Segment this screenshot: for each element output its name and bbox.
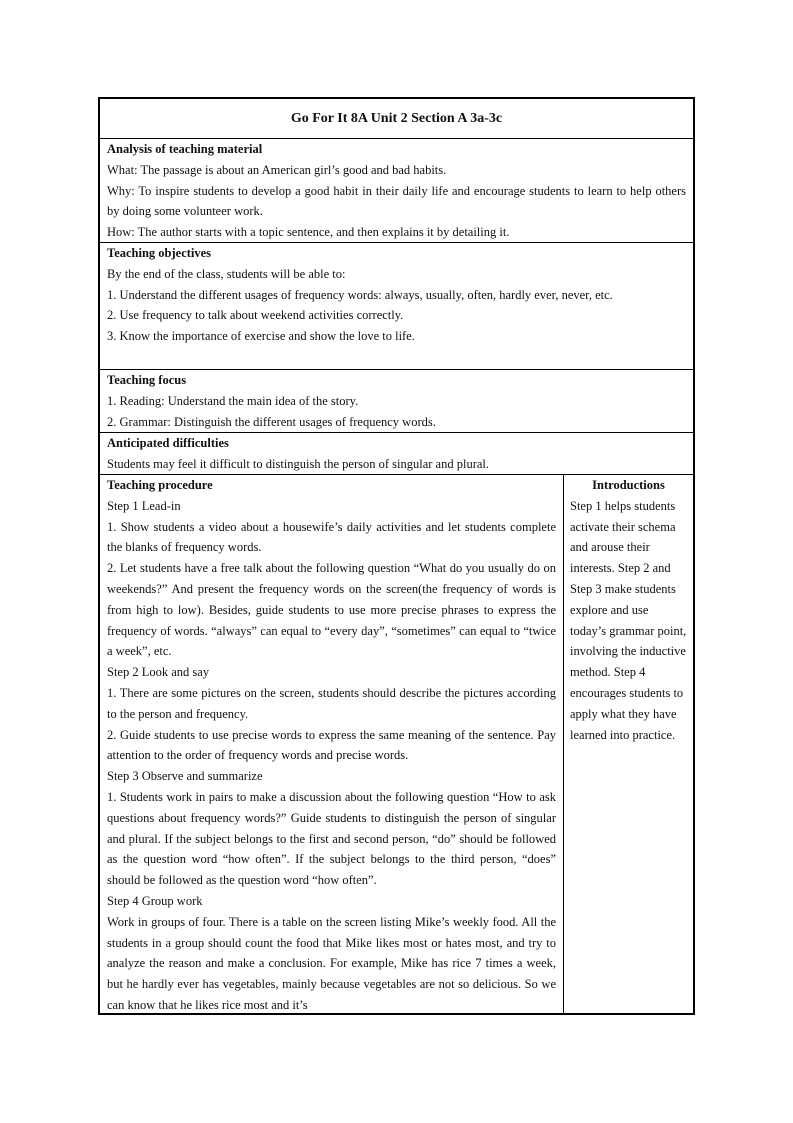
procedure-step-title: Step 2 Look and say	[107, 665, 210, 680]
analysis-section	[100, 138, 693, 242]
objectives-section	[100, 242, 693, 369]
difficulties-section	[100, 432, 693, 474]
difficulties-heading: Anticipated difficulties	[107, 436, 229, 450]
focus-item: 1. Reading: Understand the main idea of the story.	[107, 393, 359, 408]
procedure-heading: Teaching procedure	[107, 478, 213, 492]
procedure-text: 1. Show students a video about a housewife’s daily activities and let students complete the blanks of frequency words.	[107, 519, 556, 555]
objective-item: 1. Understand the different usages of frequency words: always, usually, often, hardly ever, never, etc.	[107, 287, 613, 302]
objective-item: 3. Know the importance of exercise and show the love to life.	[107, 329, 415, 344]
focus-heading: Teaching focus	[107, 373, 187, 387]
procedure-text: 1. Students work in pairs to make a discussion about the following question “How to ask questions about frequency words?” Guide students to distinguish the person of singular and plural. If the subject belongs to the first and second person, “do” should be followed as the question word “how often”. If the subject belongs to the third person, “does” should be followed as the question word “how often”.	[107, 789, 556, 888]
objectives-heading: Teaching objectives	[107, 246, 212, 260]
procedure-column	[100, 475, 564, 1013]
procedure-text: 1. There are some pictures on the screen, students should describe the pictures according to the person and frequency.	[107, 685, 556, 721]
document-title: Go For It 8A Unit 2 Section A 3a-3c	[290, 111, 503, 126]
introductions-heading: Introductions	[592, 478, 665, 492]
procedure-step-title: Step 1 Lead-in	[107, 498, 181, 513]
focus-item: 2. Grammar: Distinguish the different usages of frequency words.	[107, 414, 436, 429]
analysis-heading: Analysis of teaching material	[107, 142, 263, 156]
procedure-text: Work in groups of four. There is a table on the screen listing Mike’s weekly food. All the students in a group should count the food that Mike likes most or hates most, and try to analyze the reason and make a conclusion. For example, Mike has rice 7 times a week, but he hardly ever has vegetables, mainly because vegetables are not so delicious. So we can know that he likes rice most and it’s	[107, 914, 556, 1012]
procedure-step-title: Step 4 Group work	[107, 893, 203, 908]
lesson-plan-table	[98, 97, 695, 1015]
difficulties-text: Students may feel it difficult to distinguish the person of singular and plural.	[107, 456, 490, 471]
procedure-step-title: Step 3 Observe and summarize	[107, 769, 263, 784]
objective-item: 2. Use frequency to talk about weekend activities correctly.	[107, 308, 404, 323]
analysis-how: How: The author starts with a topic sentence, and then explains it by detailing it.	[107, 225, 510, 240]
procedure-text: 2. Let students have a free talk about the following question “What do you usually do on weekends?” And present the frequency words on the screen(the frequency of words is from high to low). Besides, guide students to use more precise phrases to express the frequency of words. “always” can equal to “every day”, “sometimes” can equal to “twice a week”, etc.	[107, 561, 556, 659]
procedure-section	[100, 474, 693, 1013]
analysis-why: Why: To inspire students to develop a good habit in their daily life and encourage students to learn to help others by doing some volunteer work.	[107, 183, 686, 219]
introductions-text: Step 1 helps students activate their schema and arouse their interests. Step 2 and Step 3 make students explore and use today’s grammar point, involving the inductive method. Step 4 encourages students to apply what they have learned into practice.	[570, 498, 687, 742]
analysis-what: What: The passage is about an American girl’s good and bad habits.	[107, 162, 447, 177]
objectives-intro: By the end of the class, students will be able to:	[107, 266, 346, 281]
introductions-column	[564, 475, 693, 1013]
procedure-text: 2. Guide students to use precise words to express the same meaning of the sentence. Pay attention to the order of frequency words and precise words.	[107, 727, 556, 763]
focus-section	[100, 369, 693, 432]
